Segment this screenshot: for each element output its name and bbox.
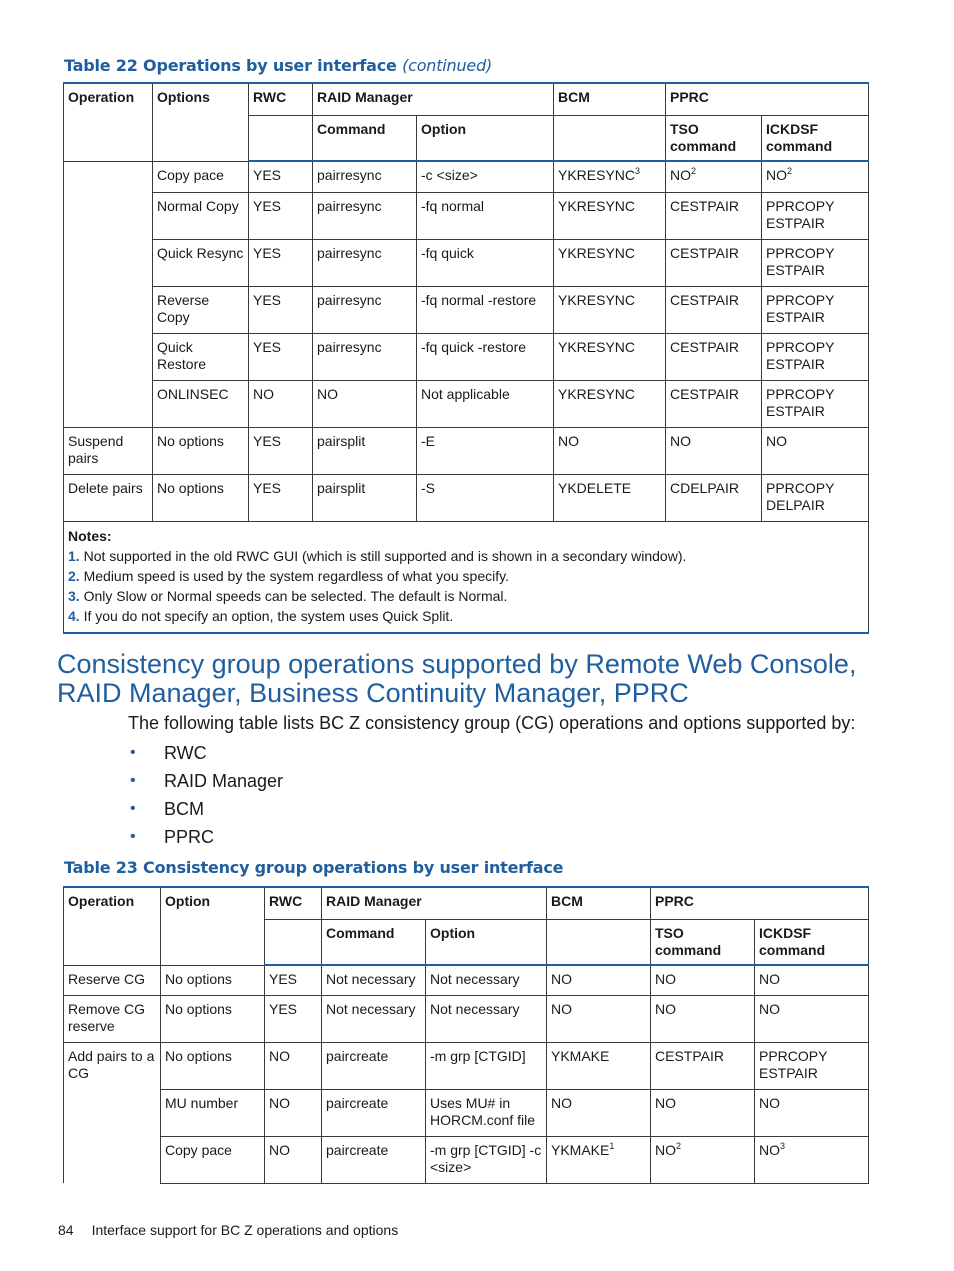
t22-r7-cmd: pairsplit (313, 474, 417, 521)
t22-r0-rwc: YES (249, 161, 313, 192)
t22-r0-opt: -c <size> (417, 161, 554, 192)
section-intro: The following table lists BC Z consistency group (CG) operations and options supported by: (128, 713, 856, 733)
t23-r1-cmd: Not necessary (322, 995, 426, 1042)
t22-r7-operation: Delete pairs (64, 474, 153, 521)
t22-r6-operation: Suspend pairs (64, 427, 153, 474)
t22-r4-rwc: YES (249, 333, 313, 380)
t23-h-bcm: BCM (547, 887, 651, 919)
t23-r4-rwc: NO (265, 1136, 322, 1183)
table23-header-row (64, 887, 869, 919)
t22-r6-opt: -E (417, 427, 554, 474)
t22-r2-tso: CESTPAIR (666, 239, 762, 286)
note-text: If you do not specify an option, the system uses Quick Split. (83, 607, 454, 624)
t23-r4-tso (651, 1136, 755, 1183)
t22-h-pprc: PPRC (666, 83, 869, 115)
t23-r4-tso-sup: 2 (676, 1140, 682, 1151)
t22-r4-options: Quick Restore (153, 333, 249, 380)
t22-r3-ick: PPRCOPY ESTPAIR (762, 286, 869, 333)
bullet-icon: • (130, 772, 136, 789)
t23-r0-rwc: YES (265, 965, 322, 995)
note-number: 2. (68, 567, 80, 584)
t22-r7-bcm: YKDELETE (554, 474, 666, 521)
table-row (64, 161, 869, 192)
t23-r0-opt: Not necessary (426, 965, 547, 995)
bullet-icon: • (130, 828, 136, 845)
t22-h-command: Command (313, 115, 417, 161)
note-text: Not supported in the old RWC GUI (which is still supported and is shown in a secondary window). (83, 547, 687, 564)
t22-r0-tso (666, 161, 762, 192)
t22-h-operation: Operation (64, 83, 153, 161)
t22-r1-rwc: YES (249, 192, 313, 239)
table22-header-row (64, 83, 869, 115)
t23-h-rwc: RWC (265, 887, 322, 919)
t22-r5-bcm: YKRESYNC (554, 380, 666, 427)
page-footer (58, 1222, 398, 1238)
t22-r2-bcm: YKRESYNC (554, 239, 666, 286)
t22-r1-opt: -fq normal (417, 192, 554, 239)
t22-r0-ick-text: NO (766, 167, 787, 183)
t23-r4-cmd: paircreate (322, 1136, 426, 1183)
t23-r1-rwc: YES (265, 995, 322, 1042)
table-row (64, 995, 869, 1042)
t23-r3-ick: NO (755, 1089, 869, 1136)
table22-caption-text: Table 22 Operations by user interface (64, 56, 397, 75)
t22-h-ickdsf: ICKDSF command (762, 115, 869, 161)
t22-r6-rwc: YES (249, 427, 313, 474)
t23-h-bcm-blank (547, 919, 651, 965)
table-row (64, 1042, 869, 1089)
t22-r1-options: Normal Copy (153, 192, 249, 239)
table22-notes-row (64, 521, 869, 633)
t22-r3-opt: -fq normal -restore (417, 286, 554, 333)
t23-r3-rwc: NO (265, 1089, 322, 1136)
t22-r5-tso: CESTPAIR (666, 380, 762, 427)
section-title: Consistency group operations supported by Remote Web Console, RAID Manager, Business Continuity Manager, PPRC (57, 649, 857, 708)
t22-h-option: Option (417, 115, 554, 161)
t23-r1-bcm: NO (547, 995, 651, 1042)
t22-r7-rwc: YES (249, 474, 313, 521)
table-row (64, 333, 869, 380)
table-row (64, 427, 869, 474)
footer-text: Interface support for BC Z operations and options (91, 1222, 399, 1238)
t23-r2-bcm: YKMAKE (547, 1042, 651, 1089)
t22-r6-options: No options (153, 427, 249, 474)
t23-r0-option: No options (161, 965, 265, 995)
table23-caption: Table 23 Consistency group operations by user interface (64, 858, 564, 877)
t22-r7-tso: CDELPAIR (666, 474, 762, 521)
table-row (64, 474, 869, 521)
t23-r4-opt: -m grp [CTGID] -c <size> (426, 1136, 547, 1183)
table22-notes (64, 521, 869, 633)
t22-h-bcm-blank (554, 115, 666, 161)
table-row (64, 239, 869, 286)
t22-r0-tso-sup: 2 (691, 166, 697, 176)
bullet-text: RAID Manager (164, 771, 284, 791)
t23-h-option: Option (426, 919, 547, 965)
note-item (68, 586, 864, 606)
t23-r1-option: No options (161, 995, 265, 1042)
t22-r0-bcm (554, 161, 666, 192)
t23-r2-opt: -m grp [CTGID] (426, 1042, 547, 1089)
t23-r0-cmd: Not necessary (322, 965, 426, 995)
t22-r2-cmd: pairresync (313, 239, 417, 286)
t23-r1-operation: Remove CG reserve (64, 995, 161, 1042)
t22-r5-rwc: NO (249, 380, 313, 427)
bullet-text: PPRC (164, 827, 215, 847)
list-item (128, 797, 283, 825)
t23-r2-option: No options (161, 1042, 265, 1089)
note-number: 4. (68, 607, 80, 624)
t22-r4-cmd: pairresync (313, 333, 417, 380)
t22-r4-ick: PPRCOPY ESTPAIR (762, 333, 869, 380)
t22-h-options: Options (153, 83, 249, 161)
t23-r4-bcm-sup: 1 (609, 1140, 615, 1151)
note-text: Medium speed is used by the system regardless of what you specify. (83, 567, 509, 584)
t23-r2-ick: PPRCOPY ESTPAIR (755, 1042, 869, 1089)
t23-r3-opt: Uses MU# in HORCM.conf file (426, 1089, 547, 1136)
table-row (64, 192, 869, 239)
t23-h-pprc: PPRC (651, 887, 869, 919)
t22-r3-bcm: YKRESYNC (554, 286, 666, 333)
t23-r3-option: MU number (161, 1089, 265, 1136)
t23-h-ickdsf: ICKDSF command (755, 919, 869, 965)
t23-r1-tso: NO (651, 995, 755, 1042)
page-number: 84 (58, 1222, 74, 1238)
t22-r6-tso: NO (666, 427, 762, 474)
bullet-icon: • (130, 744, 136, 761)
t22-h-rwc-blank (249, 115, 313, 161)
t22-r0-ick-sup: 2 (787, 166, 793, 176)
t23-r4-option: Copy pace (161, 1136, 265, 1183)
table22 (63, 82, 869, 634)
t23-r4-ick-text: NO (759, 1141, 780, 1158)
t23-r4-bcm (547, 1136, 651, 1183)
t22-r0-options: Copy pace (153, 161, 249, 192)
t23-r2-operation: Add pairs to a CG (64, 1042, 161, 1183)
t22-r4-tso: CESTPAIR (666, 333, 762, 380)
t23-r1-opt: Not necessary (426, 995, 547, 1042)
bullet-icon: • (130, 800, 136, 817)
t22-r5-opt: Not applicable (417, 380, 554, 427)
t23-r3-cmd: paircreate (322, 1089, 426, 1136)
t23-h-command: Command (322, 919, 426, 965)
table-row (64, 380, 869, 427)
t22-r3-cmd: pairresync (313, 286, 417, 333)
table-row (64, 286, 869, 333)
table-row (64, 1089, 869, 1136)
t22-r2-ick: PPRCOPY ESTPAIR (762, 239, 869, 286)
t22-h-tso: TSO command (666, 115, 762, 161)
t23-h-operation: Operation (64, 887, 161, 965)
t23-r2-rwc: NO (265, 1042, 322, 1089)
t22-r3-tso: CESTPAIR (666, 286, 762, 333)
t23-r4-bcm-text: YKMAKE (551, 1141, 610, 1158)
list-item (128, 825, 283, 853)
bullet-text: BCM (164, 799, 204, 819)
list-item (128, 741, 283, 769)
t22-r6-ick: NO (762, 427, 869, 474)
t23-r4-tso-text: NO (655, 1141, 676, 1158)
t22-r0-tso-text: NO (670, 167, 691, 183)
t22-h-rwc: RWC (249, 83, 313, 115)
t22-r2-rwc: YES (249, 239, 313, 286)
t22-r0-cmd: pairresync (313, 161, 417, 192)
bullet-text: RWC (164, 743, 207, 763)
t22-r3-options: Reverse Copy (153, 286, 249, 333)
note-text: Only Slow or Normal speeds can be selected. The default is Normal. (83, 587, 508, 604)
t22-r1-cmd: pairresync (313, 192, 417, 239)
table22-caption (64, 56, 492, 75)
t22-r1-ick: PPRCOPY ESTPAIR (762, 192, 869, 239)
notes-title: Notes: (68, 527, 112, 544)
t22-r0-operation (64, 161, 153, 427)
t22-h-raid: RAID Manager (313, 83, 554, 115)
t22-r1-tso: CESTPAIR (666, 192, 762, 239)
note-item (68, 566, 864, 586)
t22-r4-bcm: YKRESYNC (554, 333, 666, 380)
list-item (128, 769, 283, 797)
note-number: 1. (68, 547, 80, 564)
t22-r3-rwc: YES (249, 286, 313, 333)
t22-r7-options: No options (153, 474, 249, 521)
t23-r4-ick (755, 1136, 869, 1183)
t22-r7-opt: -S (417, 474, 554, 521)
t23-r3-tso: NO (651, 1089, 755, 1136)
table-row (64, 965, 869, 995)
t22-r4-opt: -fq quick -restore (417, 333, 554, 380)
t22-r0-bcm-sup: 3 (635, 166, 641, 176)
t23-h-tso: TSO command (651, 919, 755, 965)
t22-r5-options: ONLINSEC (153, 380, 249, 427)
note-item (68, 606, 864, 626)
t23-r0-tso: NO (651, 965, 755, 995)
note-number: 3. (68, 587, 80, 604)
t22-r1-bcm: YKRESYNC (554, 192, 666, 239)
t22-r2-opt: -fq quick (417, 239, 554, 286)
t23-r4-ick-sup: 3 (780, 1140, 786, 1151)
t22-h-bcm: BCM (554, 83, 666, 115)
table-row (64, 1136, 869, 1183)
table22-caption-continued: (continued) (402, 56, 493, 75)
note-item (68, 546, 864, 566)
t23-r2-tso: CESTPAIR (651, 1042, 755, 1089)
t23-h-raid: RAID Manager (322, 887, 547, 919)
t23-r0-operation: Reserve CG (64, 965, 161, 995)
t23-r1-ick: NO (755, 995, 869, 1042)
t23-h-rwc-blank (265, 919, 322, 965)
t22-r2-options: Quick Resync (153, 239, 249, 286)
bullet-list (128, 741, 283, 853)
t23-h-option-col: Option (161, 887, 265, 965)
t22-r0-bcm-text: YKRESYNC (558, 167, 636, 183)
t22-r5-cmd: NO (313, 380, 417, 427)
table23 (63, 886, 869, 1184)
t22-r6-bcm: NO (554, 427, 666, 474)
t22-r7-ick: PPRCOPY DELPAIR (762, 474, 869, 521)
t23-r3-bcm: NO (547, 1089, 651, 1136)
t22-r0-ick (762, 161, 869, 192)
t22-r5-ick: PPRCOPY ESTPAIR (762, 380, 869, 427)
t23-r2-cmd: paircreate (322, 1042, 426, 1089)
t23-r0-ick: NO (755, 965, 869, 995)
t23-r0-bcm: NO (547, 965, 651, 995)
t22-r6-cmd: pairsplit (313, 427, 417, 474)
